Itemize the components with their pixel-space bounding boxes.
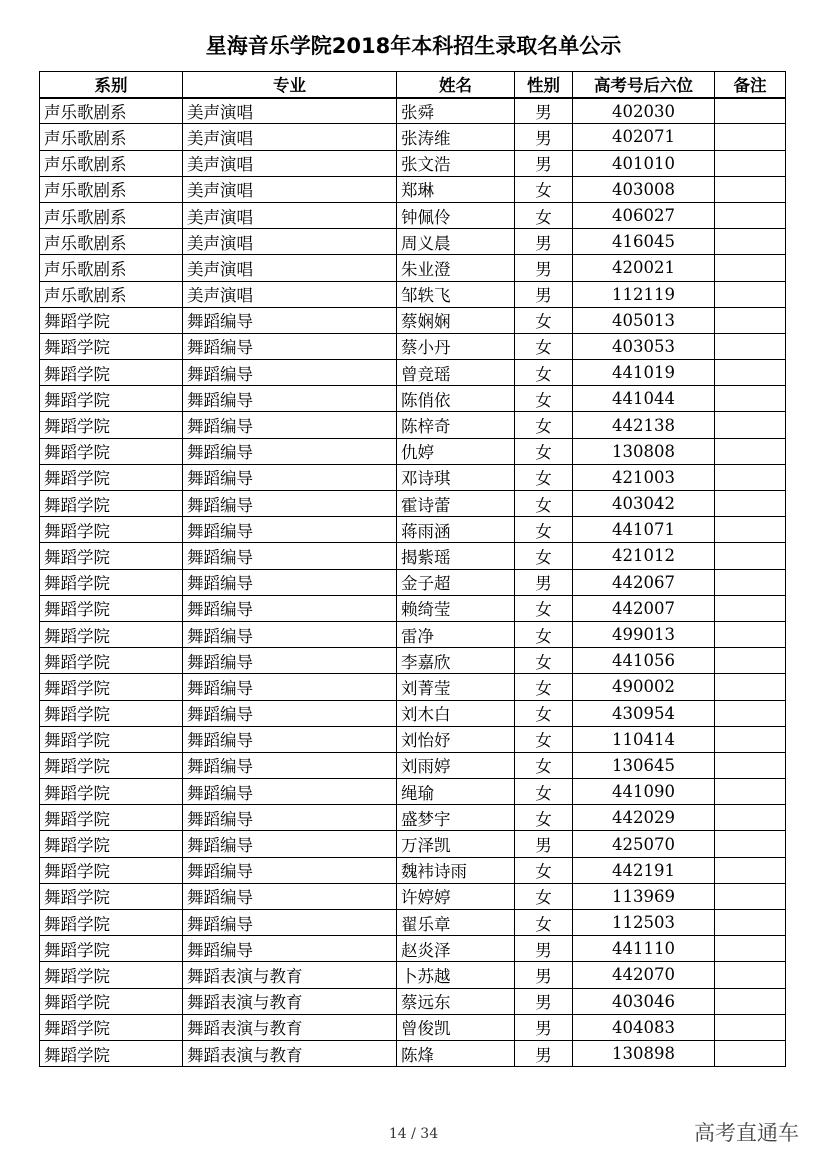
cell-major: 舞蹈编导	[183, 779, 397, 805]
cell-gender: 男	[515, 936, 573, 962]
table-row	[40, 936, 786, 962]
cell-major: 舞蹈编导	[183, 595, 397, 621]
page-number: 14 / 34	[388, 1126, 439, 1142]
document-title: 星海音乐学院2018年本科招生录取名单公示	[205, 34, 622, 58]
cell-remarks	[715, 360, 786, 386]
table-row	[40, 988, 786, 1014]
cell-major: 舞蹈编导	[183, 621, 397, 647]
cell-department: 舞蹈学院	[40, 569, 183, 595]
cell-major: 舞蹈编导	[183, 910, 397, 936]
watermark-text: 高考直通车	[694, 1121, 799, 1145]
cell-gender: 男	[515, 281, 573, 307]
table-row	[40, 674, 786, 700]
cell-name: 霍诗蕾	[397, 491, 515, 517]
cell-department: 舞蹈学院	[40, 779, 183, 805]
cell-department: 声乐歌剧系	[40, 98, 183, 124]
table-row	[40, 98, 786, 124]
cell-major: 舞蹈编导	[183, 386, 397, 412]
table-row	[40, 150, 786, 176]
cell-department: 声乐歌剧系	[40, 124, 183, 150]
cell-name: 陈俏依	[397, 386, 515, 412]
cell-name: 邓诗琪	[397, 464, 515, 490]
cell-gender: 女	[515, 333, 573, 359]
cell-remarks	[715, 648, 786, 674]
cell-name: 翟乐章	[397, 910, 515, 936]
cell-remarks	[715, 726, 786, 752]
cell-department: 舞蹈学院	[40, 412, 183, 438]
column-header-exam-id: 高考号后六位	[573, 72, 715, 98]
cell-remarks	[715, 307, 786, 333]
table-row	[40, 569, 786, 595]
cell-name: 魏袆诗雨	[397, 857, 515, 883]
cell-department: 舞蹈学院	[40, 360, 183, 386]
cell-exam-id: 421012	[573, 543, 715, 569]
cell-major: 舞蹈编导	[183, 569, 397, 595]
cell-name: 蔡远东	[397, 988, 515, 1014]
cell-major: 美声演唱	[183, 124, 397, 150]
cell-major: 舞蹈编导	[183, 648, 397, 674]
cell-exam-id: 441090	[573, 779, 715, 805]
cell-exam-id: 441056	[573, 648, 715, 674]
cell-gender: 男	[515, 124, 573, 150]
cell-major: 舞蹈编导	[183, 726, 397, 752]
cell-major: 美声演唱	[183, 98, 397, 124]
cell-department: 舞蹈学院	[40, 438, 183, 464]
cell-major: 舞蹈编导	[183, 412, 397, 438]
table-row	[40, 176, 786, 202]
cell-name: 揭紫瑶	[397, 543, 515, 569]
table-header-row	[40, 72, 786, 98]
cell-exam-id: 442007	[573, 595, 715, 621]
cell-major: 舞蹈表演与教育	[183, 1014, 397, 1040]
cell-gender: 男	[515, 255, 573, 281]
cell-name: 张涛维	[397, 124, 515, 150]
cell-remarks	[715, 595, 786, 621]
cell-gender: 女	[515, 176, 573, 202]
cell-gender: 女	[515, 805, 573, 831]
cell-department: 舞蹈学院	[40, 936, 183, 962]
cell-remarks	[715, 621, 786, 647]
cell-remarks	[715, 936, 786, 962]
cell-exam-id: 403008	[573, 176, 715, 202]
cell-name: 刘怡妤	[397, 726, 515, 752]
cell-exam-id: 403046	[573, 988, 715, 1014]
table-row	[40, 805, 786, 831]
cell-major: 舞蹈编导	[183, 674, 397, 700]
cell-exam-id: 441044	[573, 386, 715, 412]
cell-name: 蔡小丹	[397, 333, 515, 359]
cell-major: 舞蹈编导	[183, 700, 397, 726]
cell-gender: 男	[515, 1014, 573, 1040]
cell-gender: 女	[515, 202, 573, 228]
cell-name: 朱业澄	[397, 255, 515, 281]
cell-major: 舞蹈编导	[183, 307, 397, 333]
cell-exam-id: 402071	[573, 124, 715, 150]
cell-exam-id: 130808	[573, 438, 715, 464]
table-row	[40, 910, 786, 936]
cell-remarks	[715, 700, 786, 726]
cell-department: 声乐歌剧系	[40, 229, 183, 255]
cell-gender: 女	[515, 386, 573, 412]
cell-name: 蒋雨涵	[397, 517, 515, 543]
cell-name: 刘木白	[397, 700, 515, 726]
cell-remarks	[715, 386, 786, 412]
cell-major: 美声演唱	[183, 281, 397, 307]
table-row	[40, 281, 786, 307]
cell-major: 美声演唱	[183, 150, 397, 176]
cell-gender: 男	[515, 1040, 573, 1066]
cell-major: 舞蹈编导	[183, 543, 397, 569]
table-row	[40, 700, 786, 726]
cell-department: 舞蹈学院	[40, 621, 183, 647]
cell-department: 舞蹈学院	[40, 674, 183, 700]
cell-remarks	[715, 857, 786, 883]
cell-exam-id: 430954	[573, 700, 715, 726]
cell-exam-id: 442070	[573, 962, 715, 988]
cell-remarks	[715, 150, 786, 176]
cell-department: 舞蹈学院	[40, 648, 183, 674]
cell-remarks	[715, 124, 786, 150]
table-row	[40, 360, 786, 386]
cell-remarks	[715, 674, 786, 700]
cell-department: 舞蹈学院	[40, 595, 183, 621]
cell-exam-id: 404083	[573, 1014, 715, 1040]
column-header-major: 专业	[183, 72, 397, 98]
cell-department: 舞蹈学院	[40, 1014, 183, 1040]
cell-gender: 男	[515, 98, 573, 124]
cell-major: 美声演唱	[183, 229, 397, 255]
cell-exam-id: 112119	[573, 281, 715, 307]
cell-exam-id: 113969	[573, 883, 715, 909]
cell-gender: 男	[515, 569, 573, 595]
cell-exam-id: 442191	[573, 857, 715, 883]
cell-exam-id: 130898	[573, 1040, 715, 1066]
column-header-remarks: 备注	[715, 72, 786, 98]
cell-name: 邹轶飞	[397, 281, 515, 307]
table-row	[40, 386, 786, 412]
cell-exam-id: 442029	[573, 805, 715, 831]
cell-exam-id: 421003	[573, 464, 715, 490]
table-row	[40, 229, 786, 255]
cell-name: 金子超	[397, 569, 515, 595]
cell-major: 美声演唱	[183, 202, 397, 228]
cell-department: 舞蹈学院	[40, 543, 183, 569]
cell-department: 舞蹈学院	[40, 491, 183, 517]
cell-gender: 女	[515, 648, 573, 674]
cell-exam-id: 441019	[573, 360, 715, 386]
cell-gender: 女	[515, 491, 573, 517]
cell-major: 舞蹈编导	[183, 831, 397, 857]
cell-gender: 男	[515, 962, 573, 988]
cell-name: 蔡娴娴	[397, 307, 515, 333]
cell-remarks	[715, 464, 786, 490]
table-row	[40, 438, 786, 464]
cell-remarks	[715, 255, 786, 281]
cell-remarks	[715, 910, 786, 936]
column-header-name: 姓名	[397, 72, 515, 98]
cell-name: 许婷婷	[397, 883, 515, 909]
table-row	[40, 621, 786, 647]
cell-name: 钟佩伶	[397, 202, 515, 228]
cell-gender: 女	[515, 517, 573, 543]
cell-name: 绳瑜	[397, 779, 515, 805]
cell-exam-id: 442067	[573, 569, 715, 595]
cell-gender: 女	[515, 674, 573, 700]
cell-department: 舞蹈学院	[40, 831, 183, 857]
cell-gender: 女	[515, 464, 573, 490]
cell-name: 赵炎泽	[397, 936, 515, 962]
table-row	[40, 779, 786, 805]
cell-major: 舞蹈编导	[183, 517, 397, 543]
table-row	[40, 883, 786, 909]
cell-department: 舞蹈学院	[40, 307, 183, 333]
cell-exam-id: 403053	[573, 333, 715, 359]
cell-name: 张文浩	[397, 150, 515, 176]
cell-major: 美声演唱	[183, 255, 397, 281]
cell-exam-id: 110414	[573, 726, 715, 752]
cell-exam-id: 402030	[573, 98, 715, 124]
cell-gender: 女	[515, 595, 573, 621]
cell-department: 声乐歌剧系	[40, 255, 183, 281]
admission-table	[39, 71, 786, 1067]
cell-exam-id: 442138	[573, 412, 715, 438]
cell-exam-id: 405013	[573, 307, 715, 333]
cell-gender: 女	[515, 412, 573, 438]
cell-remarks	[715, 98, 786, 124]
table-row	[40, 412, 786, 438]
cell-gender: 男	[515, 229, 573, 255]
cell-department: 舞蹈学院	[40, 517, 183, 543]
cell-major: 舞蹈编导	[183, 857, 397, 883]
cell-department: 舞蹈学院	[40, 1040, 183, 1066]
cell-department: 声乐歌剧系	[40, 150, 183, 176]
table-row	[40, 307, 786, 333]
cell-remarks	[715, 543, 786, 569]
cell-department: 声乐歌剧系	[40, 281, 183, 307]
cell-department: 舞蹈学院	[40, 752, 183, 778]
cell-exam-id: 441110	[573, 936, 715, 962]
cell-remarks	[715, 1040, 786, 1066]
table-row	[40, 464, 786, 490]
cell-exam-id: 499013	[573, 621, 715, 647]
cell-exam-id: 406027	[573, 202, 715, 228]
cell-major: 舞蹈编导	[183, 883, 397, 909]
cell-name: 赖绮莹	[397, 595, 515, 621]
column-header-gender: 性别	[515, 72, 573, 98]
cell-gender: 女	[515, 857, 573, 883]
cell-exam-id: 112503	[573, 910, 715, 936]
cell-name: 陈梓奇	[397, 412, 515, 438]
table-row	[40, 726, 786, 752]
cell-name: 郑琳	[397, 176, 515, 202]
cell-remarks	[715, 805, 786, 831]
cell-major: 舞蹈编导	[183, 333, 397, 359]
cell-name: 卜苏越	[397, 962, 515, 988]
cell-department: 声乐歌剧系	[40, 202, 183, 228]
cell-name: 刘菁莹	[397, 674, 515, 700]
table-row	[40, 831, 786, 857]
cell-remarks	[715, 412, 786, 438]
table-row	[40, 491, 786, 517]
cell-exam-id: 403042	[573, 491, 715, 517]
cell-gender: 女	[515, 883, 573, 909]
cell-exam-id: 441071	[573, 517, 715, 543]
cell-department: 舞蹈学院	[40, 910, 183, 936]
cell-remarks	[715, 517, 786, 543]
table-row	[40, 1014, 786, 1040]
column-header-department: 系别	[40, 72, 183, 98]
cell-gender: 女	[515, 700, 573, 726]
cell-exam-id: 401010	[573, 150, 715, 176]
cell-name: 仇婷	[397, 438, 515, 464]
cell-gender: 男	[515, 831, 573, 857]
table-row	[40, 752, 786, 778]
cell-major: 美声演唱	[183, 176, 397, 202]
cell-department: 舞蹈学院	[40, 333, 183, 359]
cell-department: 舞蹈学院	[40, 883, 183, 909]
cell-name: 李嘉欣	[397, 648, 515, 674]
cell-department: 声乐歌剧系	[40, 176, 183, 202]
cell-remarks	[715, 229, 786, 255]
cell-department: 舞蹈学院	[40, 386, 183, 412]
cell-name: 曾俊凯	[397, 1014, 515, 1040]
cell-gender: 女	[515, 726, 573, 752]
cell-remarks	[715, 438, 786, 464]
cell-exam-id: 425070	[573, 831, 715, 857]
cell-exam-id: 490002	[573, 674, 715, 700]
cell-gender: 女	[515, 779, 573, 805]
cell-gender: 男	[515, 988, 573, 1014]
cell-remarks	[715, 883, 786, 909]
cell-department: 舞蹈学院	[40, 988, 183, 1014]
cell-exam-id: 416045	[573, 229, 715, 255]
table-row	[40, 517, 786, 543]
cell-exam-id: 130645	[573, 752, 715, 778]
table-row	[40, 595, 786, 621]
cell-gender: 女	[515, 438, 573, 464]
cell-remarks	[715, 281, 786, 307]
cell-gender: 男	[515, 150, 573, 176]
cell-major: 舞蹈编导	[183, 805, 397, 831]
cell-major: 舞蹈编导	[183, 936, 397, 962]
cell-gender: 女	[515, 307, 573, 333]
cell-remarks	[715, 752, 786, 778]
table-row	[40, 962, 786, 988]
cell-remarks	[715, 176, 786, 202]
cell-department: 舞蹈学院	[40, 805, 183, 831]
cell-major: 舞蹈编导	[183, 360, 397, 386]
cell-name: 曾竞瑶	[397, 360, 515, 386]
cell-remarks	[715, 1014, 786, 1040]
cell-gender: 女	[515, 752, 573, 778]
cell-major: 舞蹈表演与教育	[183, 1040, 397, 1066]
table-row	[40, 648, 786, 674]
table-row	[40, 857, 786, 883]
cell-department: 舞蹈学院	[40, 962, 183, 988]
table-row	[40, 255, 786, 281]
cell-name: 雷净	[397, 621, 515, 647]
cell-remarks	[715, 569, 786, 595]
cell-name: 盛梦宇	[397, 805, 515, 831]
table-body	[40, 98, 786, 1067]
cell-remarks	[715, 333, 786, 359]
cell-department: 舞蹈学院	[40, 726, 183, 752]
cell-name: 周义晨	[397, 229, 515, 255]
cell-gender: 女	[515, 910, 573, 936]
cell-name: 刘雨婷	[397, 752, 515, 778]
cell-remarks	[715, 779, 786, 805]
table-row	[40, 543, 786, 569]
cell-major: 舞蹈编导	[183, 752, 397, 778]
cell-name: 陈烽	[397, 1040, 515, 1066]
cell-gender: 女	[515, 543, 573, 569]
cell-name: 张舜	[397, 98, 515, 124]
table-row	[40, 124, 786, 150]
cell-major: 舞蹈表演与教育	[183, 962, 397, 988]
cell-major: 舞蹈编导	[183, 464, 397, 490]
cell-exam-id: 420021	[573, 255, 715, 281]
cell-department: 舞蹈学院	[40, 857, 183, 883]
cell-gender: 女	[515, 621, 573, 647]
cell-remarks	[715, 202, 786, 228]
cell-remarks	[715, 491, 786, 517]
cell-major: 舞蹈表演与教育	[183, 988, 397, 1014]
cell-name: 万泽凯	[397, 831, 515, 857]
table-row	[40, 1040, 786, 1066]
cell-department: 舞蹈学院	[40, 464, 183, 490]
cell-major: 舞蹈编导	[183, 438, 397, 464]
cell-department: 舞蹈学院	[40, 700, 183, 726]
cell-gender: 女	[515, 360, 573, 386]
cell-remarks	[715, 962, 786, 988]
cell-remarks	[715, 988, 786, 1014]
cell-major: 舞蹈编导	[183, 491, 397, 517]
table-row	[40, 333, 786, 359]
table-row	[40, 202, 786, 228]
cell-remarks	[715, 831, 786, 857]
